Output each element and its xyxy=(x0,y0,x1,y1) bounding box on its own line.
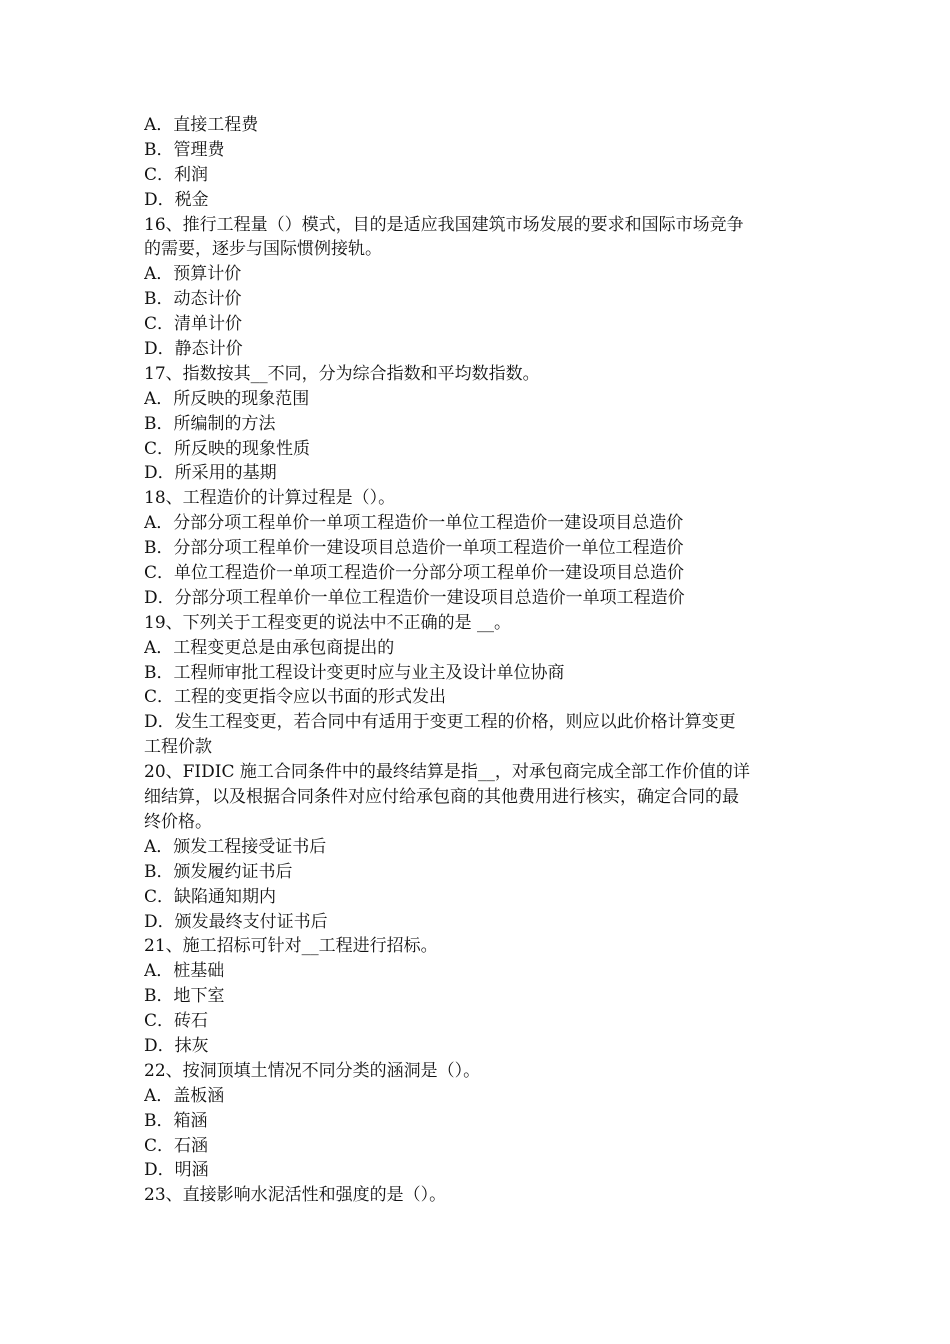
option-line: B．工程师审批工程设计变更时应与业主及设计单位协商 xyxy=(144,662,565,683)
option-line: B．管理费 xyxy=(144,139,225,160)
option-line: B．动态计价 xyxy=(144,289,242,310)
question-19: 19、下列关于工程变更的说法中不正确的是 __。 xyxy=(144,612,512,633)
option-line: A．盖板涵 xyxy=(144,1085,225,1106)
option-line: C．砖石 xyxy=(144,1011,209,1032)
option-line: D．发生工程变更，若合同中有适用于变更工程的价格，则应以此价格计算变更 xyxy=(144,712,736,733)
option-line: A．预算计价 xyxy=(144,264,242,285)
option-line: B．所编制的方法 xyxy=(144,413,276,434)
option-line: A．桩基础 xyxy=(144,961,225,982)
option-line: A．工程变更总是由承包商提出的 xyxy=(144,637,395,658)
option-line-cont: 工程价款 xyxy=(144,737,212,758)
question-22: 22、按洞顶填土情况不同分类的涵洞是（）。 xyxy=(144,1060,481,1081)
option-line: A．分部分项工程单价一单项工程造价一单位工程造价一建设项目总造价 xyxy=(144,513,684,534)
question-21: 21、施工招标可针对__工程进行招标。 xyxy=(144,936,438,957)
option-line: A．所反映的现象范围 xyxy=(144,388,310,409)
question-16-cont: 的需要，逐步与国际惯例接轨。 xyxy=(144,239,382,260)
option-line: D．所采用的基期 xyxy=(144,463,277,484)
question-20-cont: 终价格。 xyxy=(144,811,212,832)
option-line: C．缺陷通知期内 xyxy=(144,886,277,907)
option-line: C．单位工程造价一单项工程造价一分部分项工程单价一建设项目总造价 xyxy=(144,563,685,584)
option-line: D．分部分项工程单价一单位工程造价一建设项目总造价一单项工程造价 xyxy=(144,587,685,608)
option-line: A．颁发工程接受证书后 xyxy=(144,836,327,857)
document-page xyxy=(144,113,812,1208)
option-line: C．石涵 xyxy=(144,1135,209,1156)
option-line: C．利润 xyxy=(144,164,209,185)
question-20-cont: 细结算，以及根据合同条件对应付给承包商的其他费用进行核实，确定合同的最 xyxy=(144,787,739,808)
option-line: D．抹灰 xyxy=(144,1035,209,1056)
question-18: 18、工程造价的计算过程是（）。 xyxy=(144,488,396,509)
question-23: 23、直接影响水泥活性和强度的是（）。 xyxy=(144,1185,447,1206)
question-16: 16、推行工程量（）模式，目的是适应我国建筑市场发展的要求和国际市场竞争 xyxy=(144,214,744,235)
option-line: D．静态计价 xyxy=(144,339,243,360)
option-line: C．所反映的现象性质 xyxy=(144,438,311,459)
option-line: A．直接工程费 xyxy=(144,115,259,135)
option-line: B．地下室 xyxy=(144,986,225,1007)
option-line: C．清单计价 xyxy=(144,314,243,335)
option-line: D．税金 xyxy=(144,189,209,210)
option-line: B．分部分项工程单价一建设项目总造价一单项工程造价一单位工程造价 xyxy=(144,538,684,559)
question-20: 20、FIDIC 施工合同条件中的最终结算是指__，对承包商完成全部工作价值的详 xyxy=(144,762,750,783)
option-line: B．颁发履约证书后 xyxy=(144,861,293,882)
question-17: 17、指数按其__不同，分为综合指数和平均数指数。 xyxy=(144,363,540,384)
option-line: D．明涵 xyxy=(144,1160,209,1181)
option-line: B．箱涵 xyxy=(144,1110,208,1131)
option-line: D．颁发最终支付证书后 xyxy=(144,911,328,932)
option-line: C．工程的变更指令应以书面的形式发出 xyxy=(144,687,447,708)
